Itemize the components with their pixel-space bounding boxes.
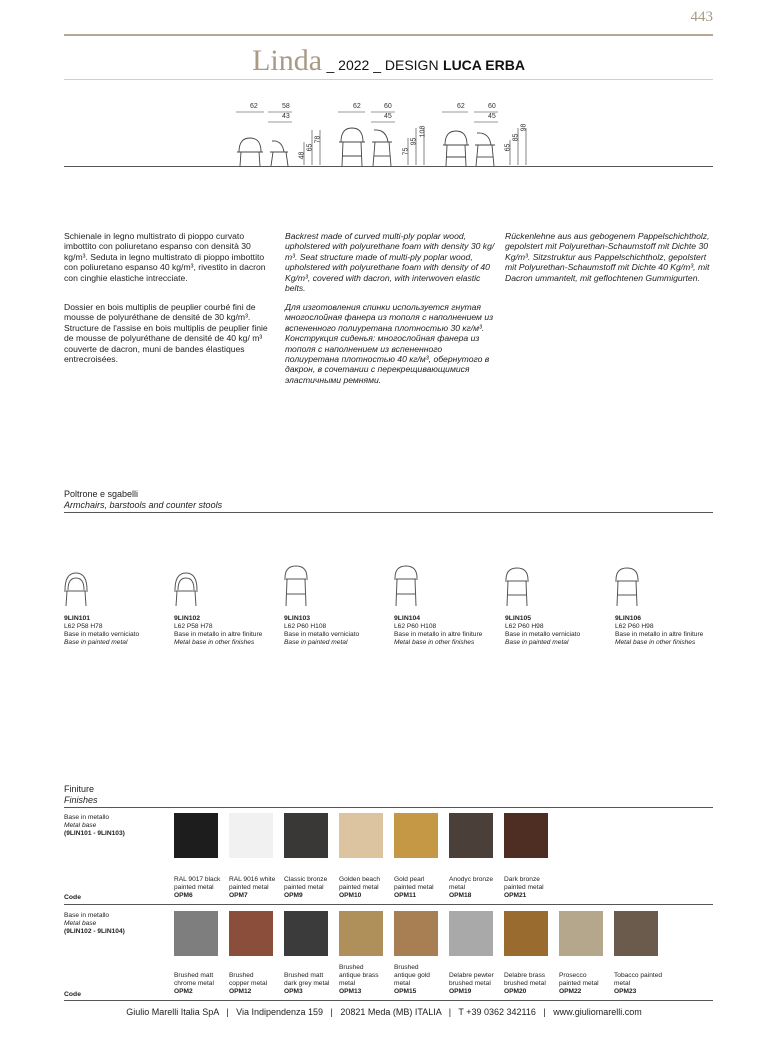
swatch-code: OPM3 — [284, 988, 303, 995]
swatch-label — [504, 876, 556, 900]
dim-label: 48 — [298, 151, 306, 160]
product-9lin103 — [284, 615, 389, 647]
product-base-en: Base in painted metal — [505, 639, 569, 646]
product-code: 9LIN105 — [505, 615, 532, 622]
swatch-label — [284, 972, 336, 996]
technical-drawings — [0, 0, 768, 170]
dim-label: 78 — [314, 135, 322, 144]
product-code: 9LIN104 — [394, 615, 421, 622]
dim-label: 45 — [488, 113, 496, 120]
swatch-name: Golden beach painted metal — [339, 876, 381, 891]
product-base-it: Base in metallo in altre finiture — [174, 631, 263, 638]
description-russian: Для изготовления спинки используется гнутая многослойная фанера из тополя с наполнением из вспененного полиуретана плотностью 30 кг/м³. Конструкция сиденья: многослойная фанера из тополя с наполнением из вспененного полиуретана плотностью 40 кг/м³, обернутого в дакрон, в сочетании с перекрещивающимися эластичными ремнями. — [285, 302, 494, 385]
product-base-en: Base in painted metal — [284, 639, 348, 646]
swatch-opm22 — [559, 911, 603, 956]
dim-label: 98 — [520, 123, 528, 132]
products-title-en: Armchairs, barstools and counter stools — [64, 500, 223, 510]
drawing-counterstool-side — [475, 133, 495, 166]
product-code: 9LIN102 — [174, 615, 201, 622]
swatch-label — [339, 964, 381, 996]
swatch-code: OPM22 — [559, 988, 582, 995]
swatch-opm19 — [449, 911, 493, 956]
dim-label: 65 — [306, 143, 314, 152]
swatch-name: Brushed antique brass metal — [339, 964, 379, 987]
swatch-label — [504, 972, 554, 996]
swatch-code: OPM23 — [614, 988, 637, 995]
group-models: (9LIN101 - 9LIN103) — [64, 830, 125, 837]
product-base-en: Metal base in other finishes — [174, 639, 255, 646]
swatch-label — [449, 876, 501, 900]
product-9lin104 — [394, 615, 499, 647]
swatch-name: Prosecco painted metal — [559, 972, 599, 987]
swatch-label — [394, 964, 436, 996]
finishes-bottom-rule — [64, 1000, 713, 1001]
swatch-name: RAL 9017 black painted metal — [174, 876, 221, 891]
swatch-name: Delabre pewter brushed metal — [449, 972, 494, 987]
product-9lin106 — [615, 615, 720, 647]
product-dims: L62 P58 H78 — [64, 623, 103, 630]
swatch-code: OPM7 — [229, 892, 248, 899]
swatch-name: RAL 9016 white painted metal — [229, 876, 276, 891]
dim-label: 65 — [504, 143, 512, 152]
swatch-opm11 — [394, 813, 438, 858]
dim-label: 45 — [384, 113, 392, 120]
group-models: (9LIN102 - 9LIN104) — [64, 928, 125, 935]
description-french: Dossier en bois multiplis de peuplier courbé fini de mousse de polyuréthane de densité de 30 kg/m³. Structure de l'assise en bois multiplis de peuplier finie de mousse de polyuréthane de densité de 40 kg/ m³ couverte de dacron, muni de bandes élastiques entrecroisées. — [64, 302, 268, 365]
product-dims: L62 P60 H98 — [615, 623, 654, 630]
product-base-it: Base in metallo verniciato — [505, 631, 581, 638]
description-english: Backrest made of curved multi-ply poplar wood, upholstered with polyurethane foam with density 30 kg/ m³. Seat structure made of multi-ply poplar wood, upholstered with polyurethane foam with density of 40 Kg/m³, covered with dacron, with interwoven elastic belts. — [285, 231, 495, 294]
swatch-opm23 — [614, 911, 658, 956]
product-code: 9LIN101 — [64, 615, 91, 622]
swatch-code: OPM12 — [229, 988, 252, 995]
code-column-label: Code — [64, 894, 81, 901]
swatch-code: OPM19 — [449, 988, 472, 995]
product-dims: L62 P60 H108 — [284, 623, 327, 630]
product-9lin101 — [64, 615, 169, 647]
swatch-name: Brushed antique gold metal — [394, 964, 430, 987]
title-year: _ 2022 _ DESIGN — [326, 57, 439, 73]
swatch-opm18 — [449, 813, 493, 858]
product-image-9lin103 — [284, 562, 308, 608]
drawing-counterstool-front — [443, 131, 469, 166]
product-9lin105 — [505, 615, 610, 647]
swatch-code: OPM18 — [449, 892, 472, 899]
swatch-label — [174, 876, 226, 900]
dim-label: 62 — [457, 103, 465, 110]
product-9lin102 — [174, 615, 279, 647]
dim-label: 85 — [512, 133, 520, 142]
product-dims: L62 P60 H108 — [394, 623, 437, 630]
swatch-opm12 — [229, 911, 273, 956]
swatch-name: Gold pearl painted metal — [394, 876, 434, 891]
dim-label: 108 — [419, 125, 427, 138]
product-code: 9LIN103 — [284, 615, 311, 622]
group-label-it: Base in metallo — [64, 912, 110, 919]
products-rule — [64, 512, 713, 513]
product-base-it: Base in metallo verniciato — [64, 631, 140, 638]
swatch-code: OPM10 — [339, 892, 362, 899]
swatch-name: Classic bronze painted metal — [284, 876, 328, 891]
swatch-label — [229, 972, 275, 996]
title-designer: LUCA ERBA — [443, 57, 525, 73]
product-image-9lin105 — [505, 564, 529, 608]
drawing-barstool-side — [372, 130, 392, 166]
swatch-label — [284, 876, 336, 900]
drawing-barstool-front — [339, 128, 365, 166]
swatch-label — [614, 972, 664, 996]
swatch-name: Brushed matt chrome metal — [174, 972, 214, 987]
page-number: 443 — [690, 9, 713, 25]
swatch-name: Tobacco painted metal — [614, 972, 663, 987]
product-code: 9LIN106 — [615, 615, 642, 622]
product-image-9lin101 — [64, 568, 88, 608]
swatch-opm6 — [174, 813, 218, 858]
dim-label: 62 — [353, 103, 361, 110]
product-base-it: Base in metallo in altre finiture — [615, 631, 704, 638]
swatch-code: OPM20 — [504, 988, 527, 995]
product-base-it: Base in metallo in altre finiture — [394, 631, 483, 638]
swatch-label — [449, 972, 499, 996]
product-name: Linda — [252, 44, 323, 77]
finishes-title-en: Finishes — [64, 795, 98, 805]
group-label-it: Base in metallo — [64, 814, 110, 821]
group-label-en: Metal base — [64, 822, 97, 829]
product-base-en: Metal base in other finishes — [394, 639, 475, 646]
swatch-code: OPM11 — [394, 892, 416, 899]
swatch-opm13 — [339, 911, 383, 956]
swatch-code: OPM21 — [504, 892, 527, 899]
dim-label: 43 — [282, 113, 290, 120]
swatch-opm20 — [504, 911, 548, 956]
dim-label: 60 — [488, 103, 496, 110]
finish-group-1-label — [64, 814, 125, 838]
product-dims: L62 P58 H78 — [174, 623, 213, 630]
description-italian: Schienale in legno multistrato di pioppo curvato imbottito con poliuretano espanso con densità 30 kg/m³. Seduta in legno multistrato di pioppo imbottito con poliuretano espanso 40 kg/m³, rivestito in dacron con cinghie elastiche intrecciate. — [64, 231, 266, 283]
swatch-code: OPM2 — [174, 988, 193, 995]
swatch-opm21 — [504, 813, 548, 858]
swatch-label — [559, 972, 609, 996]
swatch-name: Brushed copper metal — [229, 972, 268, 987]
finishes-title-it: Finiture — [64, 784, 95, 794]
swatch-opm9 — [284, 813, 328, 858]
swatch-opm7 — [229, 813, 273, 858]
finish-group-2-label — [64, 912, 125, 936]
product-base-en: Metal base in other finishes — [615, 639, 696, 646]
swatch-code: OPM13 — [339, 988, 362, 995]
dim-label: 62 — [250, 103, 258, 110]
drawings-baseline — [64, 166, 713, 167]
dim-label: 58 — [282, 103, 290, 110]
swatch-code: OPM9 — [284, 892, 303, 899]
swatch-label — [339, 876, 391, 900]
dim-label: 75 — [402, 147, 410, 156]
swatch-code: OPM15 — [394, 988, 417, 995]
product-base-it: Base in metallo verniciato — [284, 631, 360, 638]
drawing-armchair-front — [237, 138, 263, 166]
product-dims: L62 P60 H98 — [505, 623, 544, 630]
drawing-armchair-side — [270, 141, 288, 166]
swatch-code: OPM6 — [174, 892, 193, 899]
swatch-opm3 — [284, 911, 328, 956]
swatch-name: Anodyc bronze metal — [449, 876, 493, 891]
swatch-label — [394, 876, 446, 900]
products-title-it: Poltrone e sgabelli — [64, 489, 139, 499]
products-section-title — [64, 489, 222, 511]
swatch-name: Brushed matt dark grey metal — [284, 972, 330, 987]
dim-label: 60 — [384, 103, 392, 110]
product-image-9lin106 — [615, 564, 639, 608]
product-base-en: Base in painted metal — [64, 639, 128, 646]
description-german: Rückenlehne aus aus gebogenem Pappelschichtholz, gepolstert mit Polyurethan-Schaumstoff mit Dichte 30 Kg/m³. Sitzstruktur aus Pappelschichtholz, gepolstert mit Polyurethan-Schaumstoff mit Dichte 40 Kg/m³, mit Dacron ummantelt, mit geflochtenen Gummigurten. — [505, 231, 710, 283]
group-label-en: Metal base — [64, 920, 97, 927]
dim-label: 95 — [410, 137, 418, 146]
finishes-rule — [64, 807, 713, 808]
swatch-label — [229, 876, 281, 900]
product-image-9lin104 — [394, 562, 418, 608]
footer-contact: Giulio Marelli Italia SpA | Via Indipendenza 159 | 20821 Meda (MB) ITALIA | T +39 0362 342116 | www.giuliomarelli.com — [126, 1007, 642, 1017]
swatch-label — [174, 972, 224, 996]
code-column-label: Code — [64, 991, 81, 998]
swatch-opm15 — [394, 911, 438, 956]
swatch-name: Dark bronze painted metal — [504, 876, 544, 891]
finishes-section-title — [64, 784, 98, 806]
finish-group-rule — [64, 904, 713, 905]
swatch-opm2 — [174, 911, 218, 956]
product-image-9lin102 — [174, 568, 198, 608]
swatch-opm10 — [339, 813, 383, 858]
swatch-name: Delabre brass brushed metal — [504, 972, 546, 987]
